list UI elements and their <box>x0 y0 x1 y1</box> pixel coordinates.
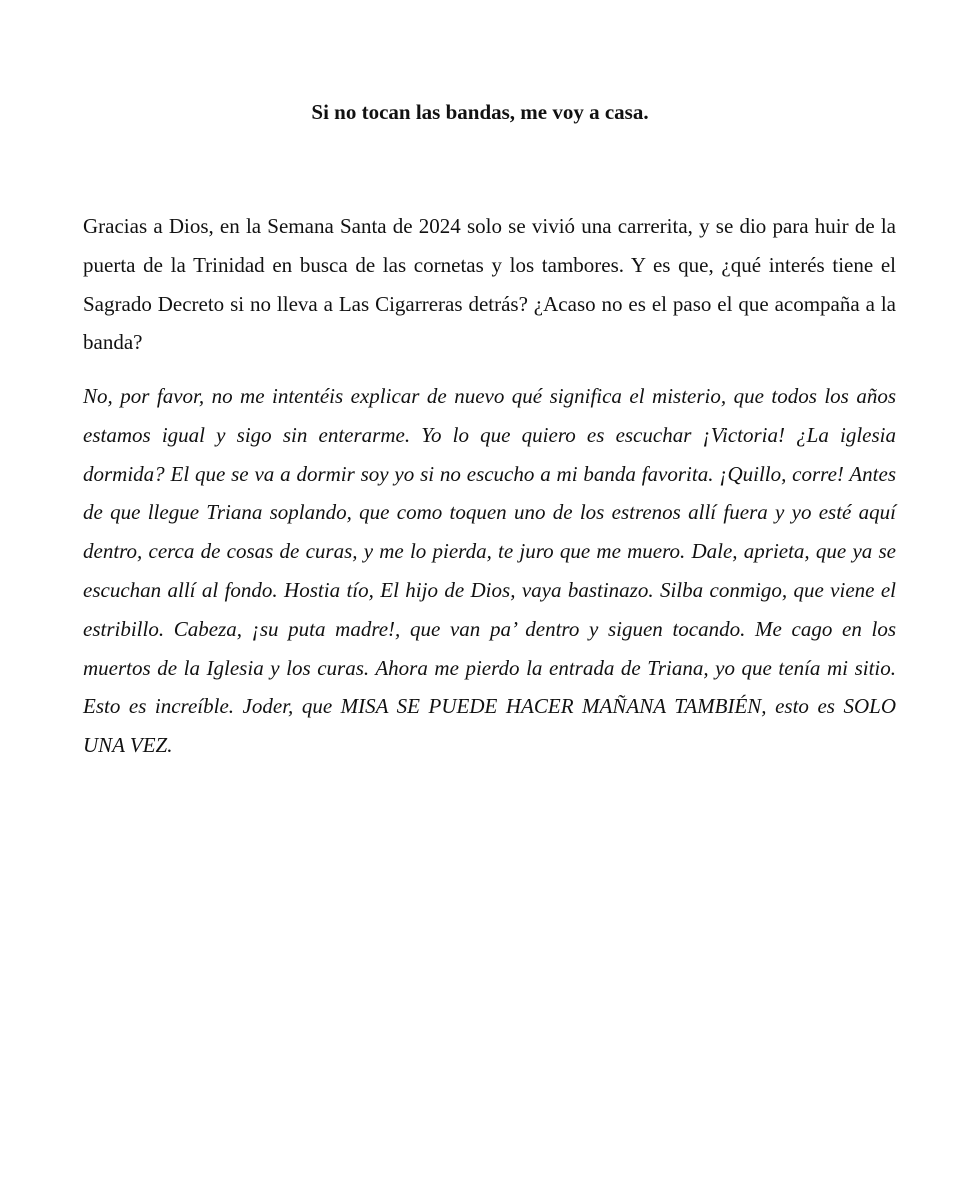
paragraph-italic-monologue: No, por favor, no me intentéis explicar de nuevo qué significa el misterio, que todos los años estamos igual y sigo sin enterarme. Yo lo que quiero es escuchar ¡Victoria! ¿La iglesia dormida? El que se va a dormir soy yo si no escucho a mi banda favorita. ¡Quillo, corre! Antes de que llegue Triana soplando, que como toquen uno de los estrenos allí fuera y yo esté aquí dentro, cerca de cosas de curas, y me lo pierda, te juro que me muero. Dale, aprieta, que ya se escuchan allí al fondo. Hostia tío, El hijo de Dios, vaya bastinazo. Silba conmigo, que viene el estribillo. Cabeza, ¡su puta madre!, que van pa’ dentro y siguen tocando. Me cago en los muertos de la Iglesia y los curas. Ahora me pierdo la entrada de Triana, yo que tenía mi sitio. Esto es increíble. Joder, que MISA SE PUEDE HACER MAÑANA TAMBIÉN, esto es SOLO UNA VEZ. <box>83 384 896 758</box>
document-title: Si no tocan las bandas, me voy a casa. <box>311 100 649 124</box>
paragraph-intro: Gracias a Dios, en la Semana Santa de 2024 solo se vivió una carrerita, y se dio para huir de la puerta de la Trinidad en busca de las cornetas y los tambores. Y es que, ¿qué interés tiene el Sagrado Decreto si no lleva a Las Cigarreras detrás? ¿Acaso no es el paso el que acompaña a la banda? <box>83 214 896 355</box>
